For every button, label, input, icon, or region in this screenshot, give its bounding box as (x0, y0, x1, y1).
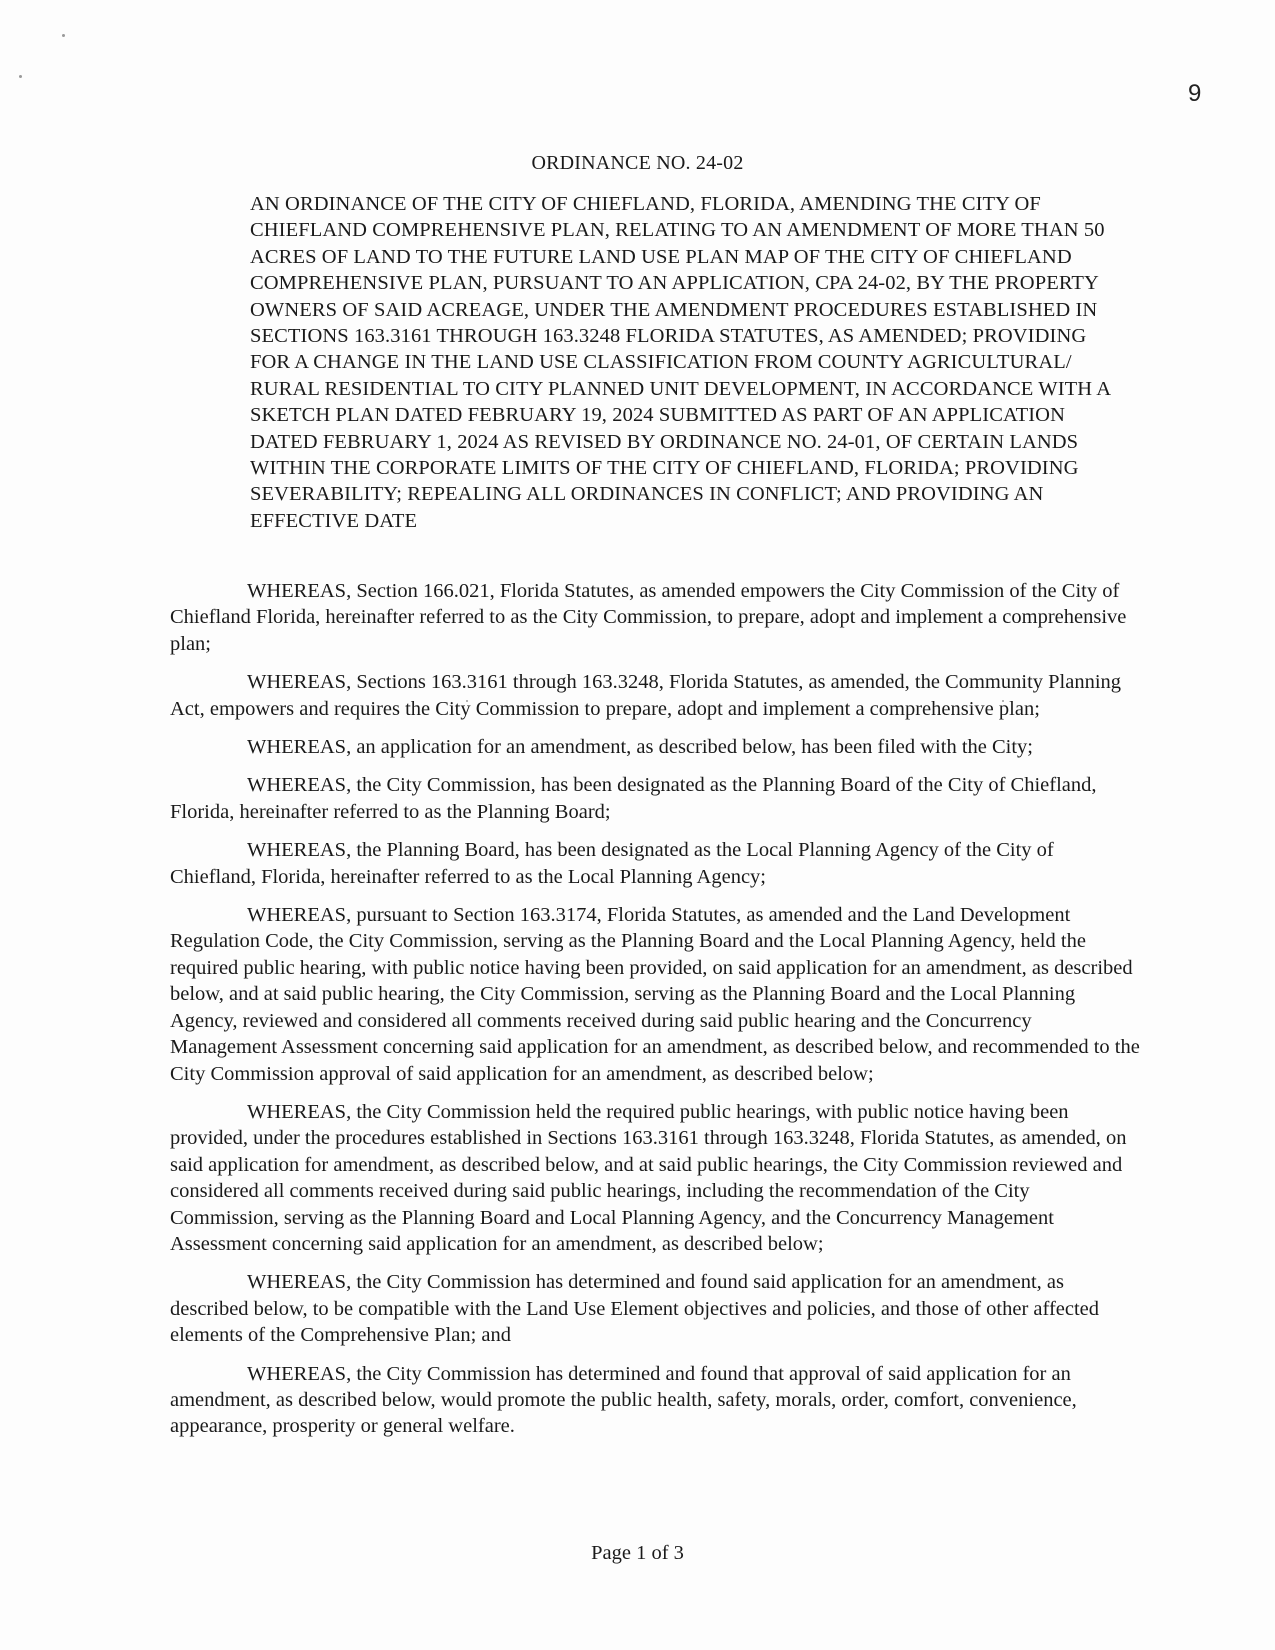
whereas-paragraph: WHEREAS, the City Commission has determined and found said application for an amendment, as described below, to be compatible with the Land Use Element objectives and policies, and those of other affected elements of the Comprehensive Plan; and (170, 1271, 1100, 1347)
whereas-paragraph: WHEREAS, the City Commission has determined and found that approval of said application for an amendment, as described below, would promote the public health, safety, morals, order, comfort, convenience, appearance, prosperity or general welfare. (170, 1362, 1077, 1438)
whereas-paragraph: WHEREAS, Sections 163.3161 through 163.3248, Florida Statutes, as amended, the Community Planning Act, empowers and requires the City Commission to prepare, adopt and implement a comprehensive plan; (170, 671, 1122, 720)
page-footer: Page 1 of 3 (591, 1542, 684, 1564)
scan-speck (62, 34, 65, 37)
ordinance-caption: AN ORDINANCE OF THE CITY OF CHIEFLAND, FLORIDA, AMENDING THE CITY OF CHIEFLAND COMPREHENSIVE PLAN, RELATING TO AN AMENDMENT OF MORE THAN 50 ACRES OF LAND TO THE FUTURE LAND USE PLAN MAP OF THE CITY OF CHIEFLAND COMPREHENSIVE PLAN, PURSUANT TO AN APPLICATION, CPA 24-02, BY THE PROPERTY OWNERS OF SAID ACREAGE, UNDER THE AMENDMENT PROCEDURES ESTABLISHED IN SECTIONS 163.3161 THROUGH 163.3248 FLORIDA STATUTES, AS AMENDED; PROVIDING FOR A CHANGE IN THE LAND USE CLASSIFICATION FROM COUNTY AGRICULTURAL/ RURAL RESIDENTIAL TO CITY PLANNED UNIT DEVELOPMENT, IN ACCORDANCE WITH A SKETCH PLAN DATED FEBRUARY 19, 2024 SUBMITTED AS PART OF AN APPLICATION DATED FEBRUARY 1, 2024 AS REVISED BY ORDINANCE NO. 24-01, OF CERTAIN LANDS WITHIN THE CORPORATE LIMITS OF THE CITY OF CHIEFLAND, FLORIDA; PROVIDING SEVERABILITY; REPEALING ALL ORDINANCES IN CONFLICT; AND PROVIDING AN EFFECTIVE DATE (250, 193, 1111, 532)
whereas-paragraph: WHEREAS, pursuant to Section 163.3174, Florida Statutes, as amended and the Land Development Regulation Code, the City Commission, serving as the Planning Board and the Local Planning Agency, held the required public hearing, with public notice having been provided, on said application for an amendment, as described below, and at said public hearing, the City Commission, serving as the Planning Board and the Local Planning Agency, reviewed and considered all comments received during said public hearing and the Concurrency Management Assessment concerning said application for an amendment, as described below, and recommended to the City Commission approval of said application for an amendment, as described below; (170, 904, 1140, 1085)
recitals (170, 578, 1140, 1452)
ordinance-title: ORDINANCE NO. 24-02 (531, 152, 744, 174)
whereas-paragraph: WHEREAS, the City Commission, has been designated as the Planning Board of the City of Chiefland, Florida, hereinafter referred to as the Planning Board; (170, 774, 1097, 823)
whereas-paragraph: WHEREAS, an application for an amendment, as described below, has been filed with the City; (247, 736, 1033, 759)
whereas-paragraph: WHEREAS, Section 166.021, Florida Statutes, as amended empowers the City Commission of the City of Chiefland Florida, hereinafter referred to as the City Commission, to prepare, adopt and implement a comprehensive plan; (170, 580, 1127, 655)
whereas-paragraph: WHEREAS, the Planning Board, has been designated as the Local Planning Agency of the City of Chiefland, Florida, hereinafter referred to as the Local Planning Agency; (170, 839, 1054, 888)
page-number: 9 (1188, 80, 1202, 107)
scan-speck (19, 75, 22, 78)
whereas-paragraph: WHEREAS, the City Commission held the required public hearings, with public notice having been provided, under the procedures established in Sections 163.3161 through 163.3248, Florida Statutes, as amended, on said application for amendment, as described below, and at said public hearings, the City Commission reviewed and considered all comments received during said public hearings, including the recommendation of the City Commission, serving as the Planning Board and Local Planning Agency, and the Concurrency Management Assessment concerning said application for an amendment, as described below; (170, 1100, 1127, 1255)
